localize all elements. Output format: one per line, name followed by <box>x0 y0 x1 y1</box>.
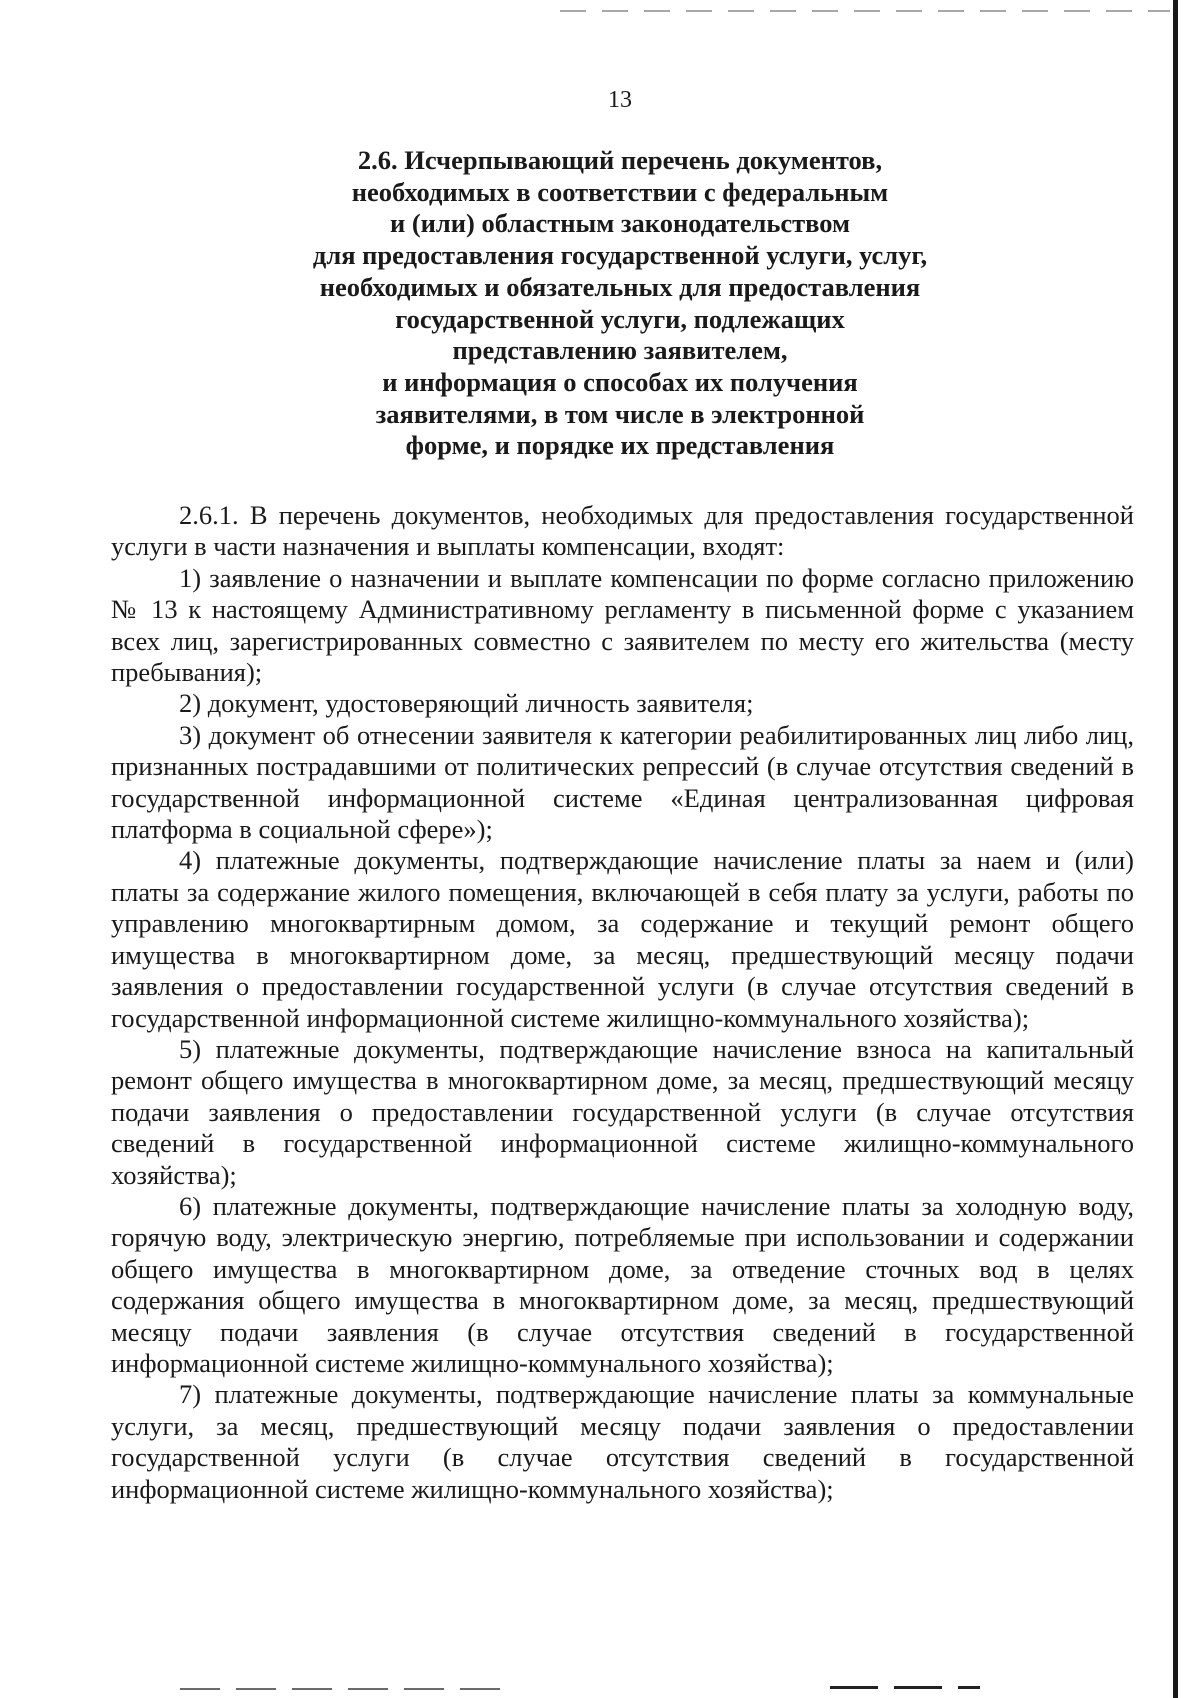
list-item-3-rehabilitated-status: 3) документ об отнесении заявителя к категории реабилитированных лиц либо лиц, признанных пострадавшими от политических репрессий (в случае отсутствия сведений в государственной информационной системе «Единая централизованная цифровая платформа в социальной сфере»); <box>111 719 1134 845</box>
scan-right-edge-line <box>1173 0 1178 1698</box>
heading-line: необходимых в соответствии с федеральным <box>351 176 889 207</box>
heading-line: и (или) областным законодательством <box>389 208 851 239</box>
heading-line: и информация о способах их получения <box>382 366 858 397</box>
document-body <box>111 500 1134 1505</box>
list-item-7-utility-payments: 7) платежные документы, подтверждающие начисление платы за коммунальные услуги, за месяц, предшествующий месяцу подачи заявления о предоставлении государственной услуги (в случае отсутствия сведений в государственной информационной системе жилищно-коммунального хозяйства); <box>111 1379 1134 1504</box>
heading-line: представлению заявителем, <box>452 335 788 366</box>
list-item-4-rent-payments: 4) платежные документы, подтверждающие начисление платы за наем и (или) платы за содержание жилого помещения, включающей в себя плату за услуги, работы по управлению многоквартирным домом, за содержание и текущий ремонт общего имущества в многоквартирном доме, за месяц, предшествующий месяцу подачи заявления о предоставлении государственной услуги (в случае отсутствия сведений в государственной информационной системе жилищно-коммунального хозяйства); <box>111 845 1134 1033</box>
paragraph-2-6-1-intro: 2.6.1. В перечень документов, необходимых для предоставления государственной услуги в части назначения и выплаты компенсации, входят: <box>111 500 1134 562</box>
list-item-6-common-property-utilities: 6) платежные документы, подтверждающие начисление платы за холодную воду, горячую воду, электрическую энергию, потребляемые при использовании и содержании общего имущества в многоквартирном доме, за отведение сточных вод в целях содержания общего имущества в многоквартирном доме, за месяц, предшествующий месяцу подачи заявления (в случае отсутствия сведений в государственной информационной системе жилищно-коммунального хозяйства); <box>111 1190 1134 1378</box>
heading-line: форме, и порядке их представления <box>405 430 835 461</box>
list-item-1-application: 1) заявление о назначении и выплате компенсации по форме согласно приложению № 13 к настоящему Административному регламенту в письменной форме с указанием всех лиц, зарегистрированных совместно с заявителем по месту его жительства (месту пребывания); <box>111 562 1134 688</box>
section-heading <box>220 145 1020 462</box>
heading-line: заявителями, в том числе в электронной <box>375 398 865 429</box>
scan-top-edge-marks <box>560 10 1170 12</box>
list-item-2-identity-document: 2) документ, удостоверяющий личность заявителя; <box>179 688 754 719</box>
scan-bottom-edge-marks-right <box>830 1686 980 1689</box>
heading-line: 2.6. Исчерпывающий перечень документов, <box>357 145 883 175</box>
list-item-5-capital-repair-payments: 5) платежные документы, подтверждающие начисление взноса на капитальный ремонт общего имущества в многоквартирном доме, за месяц, предшествующий месяцу подачи заявления о предоставлении государственной услуги (в случае отсутствия сведений в государственной информационной системе жилищно-коммунального хозяйства); <box>111 1033 1134 1190</box>
heading-line: государственной услуги, подлежащих <box>395 303 845 334</box>
page-number: 13 <box>608 87 632 113</box>
scan-bottom-edge-marks-left <box>180 1688 510 1690</box>
heading-line: необходимых и обязательных для предоставления <box>319 271 921 302</box>
heading-line: для предоставления государственной услуги, услуг, <box>312 240 928 271</box>
